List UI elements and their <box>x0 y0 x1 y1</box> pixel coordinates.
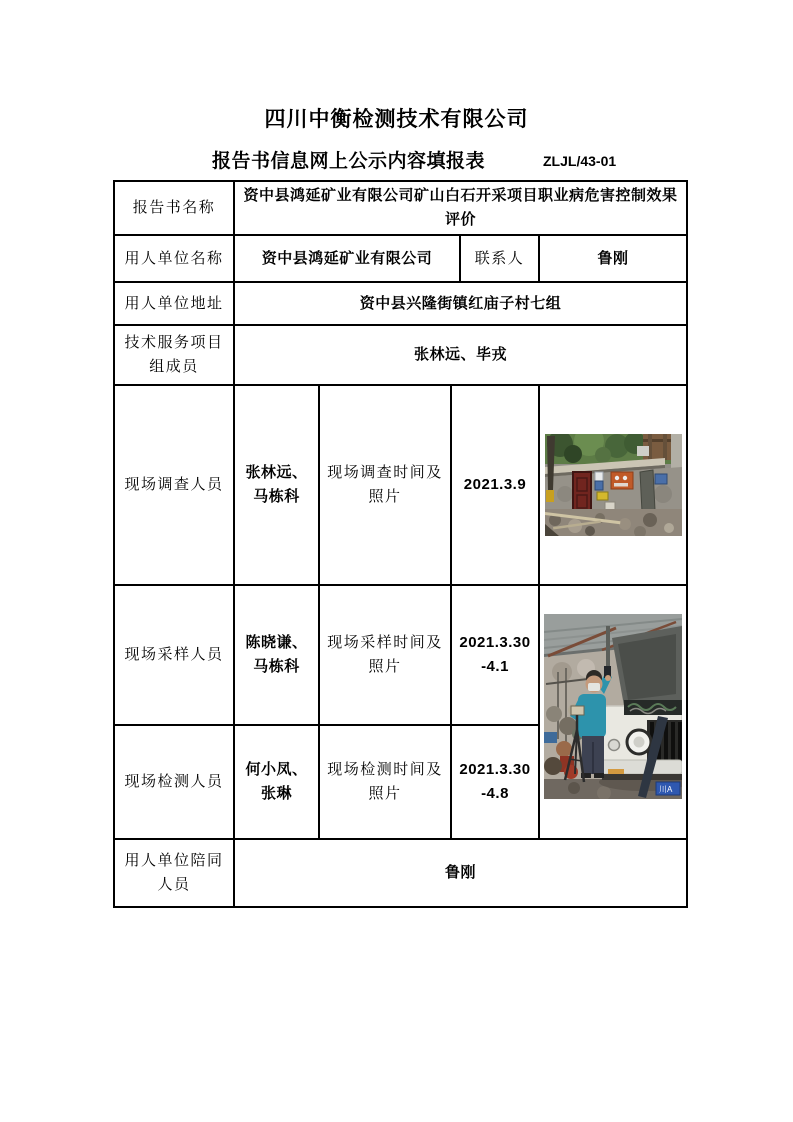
testing-time-label-line2: 照片 <box>368 785 402 802</box>
testing-names-line2: 张琳 <box>260 785 292 802</box>
employer-name-label: 用人单位名称 <box>114 235 234 282</box>
sampling-staff-names <box>234 585 319 725</box>
row-report-name <box>114 181 687 235</box>
employer-name-value: 资中县鸿延矿业有限公司 <box>234 235 460 282</box>
accompany-value: 鲁刚 <box>234 839 687 907</box>
testing-names-line1: 何小凤、 <box>245 761 308 778</box>
survey-photo-image <box>545 434 682 536</box>
report-name-value: 资中县鸿延矿业有限公司矿山白石开采项目职业病危害控制效果评价 <box>234 181 687 235</box>
tech-team-label-line2: 组成员 <box>149 358 199 375</box>
testing-date-line2: -4.8 <box>481 785 509 802</box>
page-title: 四川中衡检测技术有限公司 <box>264 108 529 131</box>
sampling-staff-label: 现场采样人员 <box>114 585 234 725</box>
sampling-names-line2: 马栋科 <box>253 658 300 675</box>
survey-staff-label: 现场调查人员 <box>114 385 234 585</box>
page-subtitle: 报告书信息网上公示内容填报表 <box>212 151 486 172</box>
survey-staff-names <box>234 385 319 585</box>
survey-time-label <box>319 385 451 585</box>
form-code: ZLJL/43-01 <box>543 153 617 169</box>
contact-value: 鲁刚 <box>539 235 687 282</box>
row-tech-team <box>114 325 687 385</box>
sampling-names-line1: 陈晓谦、 <box>245 634 308 651</box>
testing-staff-label: 现场检测人员 <box>114 725 234 839</box>
testing-staff-names <box>234 725 319 839</box>
employer-address-value: 资中县兴隆街镇红庙子村七组 <box>234 282 687 325</box>
report-name-label: 报告书名称 <box>114 181 234 235</box>
subtitle-row <box>113 146 686 176</box>
report-info-table <box>113 180 688 908</box>
testing-date <box>451 725 539 839</box>
survey-photo-cell <box>539 385 687 585</box>
row-employer-address <box>114 282 687 325</box>
sampling-testing-photo-image <box>544 614 682 799</box>
accompany-label-line1: 用人单位陪同 <box>124 852 224 869</box>
testing-date-line1: 2021.3.30 <box>459 761 531 778</box>
testing-time-label-line1: 现场检测时间及 <box>327 761 443 778</box>
sampling-date-line1: 2021.3.30 <box>459 634 531 651</box>
row-survey <box>114 385 687 585</box>
survey-time-label-line2: 照片 <box>368 488 402 505</box>
sampling-testing-photo-cell <box>539 585 687 839</box>
survey-names-line2: 马栋科 <box>253 488 300 505</box>
row-employer-name <box>114 235 687 282</box>
accompany-label-line2: 人员 <box>157 876 191 893</box>
sampling-date-line2: -4.1 <box>481 658 509 675</box>
sampling-date <box>451 585 539 725</box>
tech-team-label-line1: 技术服务项目 <box>124 334 224 351</box>
accompany-label <box>114 839 234 907</box>
row-sampling <box>114 585 687 725</box>
survey-date: 2021.3.9 <box>451 385 539 585</box>
employer-address-label: 用人单位地址 <box>114 282 234 325</box>
survey-time-label-line1: 现场调查时间及 <box>327 464 443 481</box>
sampling-time-label-line1: 现场采样时间及 <box>327 634 443 651</box>
row-accompany <box>114 839 687 907</box>
testing-time-label <box>319 725 451 839</box>
contact-label: 联系人 <box>460 235 539 282</box>
license-plate-text: 川A <box>659 784 673 794</box>
survey-names-line1: 张林远、 <box>245 464 308 481</box>
tech-team-label <box>114 325 234 385</box>
sampling-time-label-line2: 照片 <box>368 658 402 675</box>
sampling-time-label <box>319 585 451 725</box>
tech-team-value: 张林远、毕戎 <box>234 325 687 385</box>
